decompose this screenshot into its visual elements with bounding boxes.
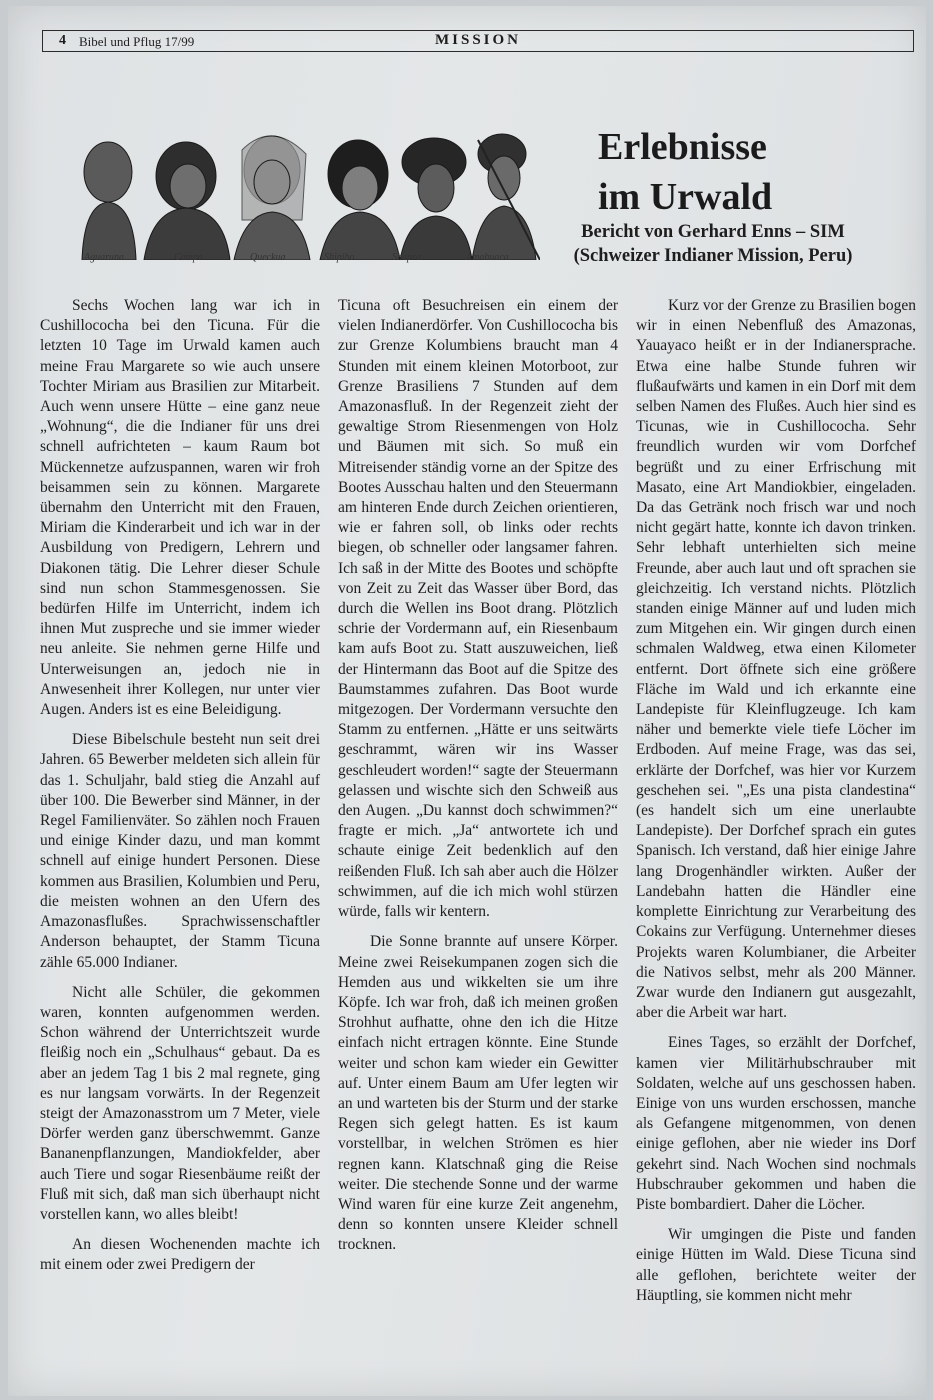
paragraph: Eines Tages, so erzählt der Dorfchef, kamen vier Militärhubschrauber mit Soldaten, welche auf uns geschossen haben. Einige von uns wurden erschossen, manche als Gefangene mitgenommen, von denen einige geflohen, aber nie wieder ins Dorf gekehrt sind. Nach Wochen sind nochmals Hubschrauber gekommen und haben die Piste bombardiert. Daher die Löcher. — [636, 1034, 916, 1213]
text-column-3 — [636, 296, 916, 1316]
paragraph: Nicht alle Schüler, die gekommen waren, konnten aufgenommen werden. Schon während der Unterrichtszeit wurde fleißig noch ein „Schulhaus“ gebaut. Da es aber an jedem Tag 1 bis 2 mal regnete, ging es nur langsam vorwärts. In der Regenzeit steigt der Amazonasstrom um 7 Meter, viele Dörfer werden ganz überschwemmt. Ganze Bananenpflanzungen, Mandiokfelder, aber auch Tiere und sogar Riesenbäume reißt der Fluß mit sich, daß man sich überhaupt nicht vorstellen kann, wo alles bleibt! — [40, 983, 320, 1223]
page-header — [42, 30, 914, 52]
caption-shapra: Shapra — [392, 252, 421, 263]
caption-shipibo: Shipibo — [324, 252, 355, 263]
caption-queckua: Queckua — [250, 252, 286, 263]
paragraph: Ticuna oft Besuchreisen ein einem der vielen Indianerdörfer. Von Cushillococha bis zur Grenze Kolumbiens braucht man 4 Stunden mit einem kleinen Motorboot, zur Grenze Brasiliens 7 Stunden auf dem Amazonasfluß. In der Regenzeit zieht der gewaltige Strom Riesenmengen von Holz und Bäumen mit sich. So muß ein Mitreisender ständig vorne an der Spitze des Bootes Ausschau halten und den Steuermann am hinteren Ende durch Zeichen orientieren, wie er fahren soll, ob links oder rechts biegen, ob schneller oder langsamer fahren. Ich saß in der Mitte des Bootes und schöpfte von Zeit zu Zeit das Wasser über Bord, das durch die Wellen ins Boot drang. Plötzlich schrie der Vordermann auf, ein Riesenbaum kam aufs Boot zu. Statt auszuweichen, ließ der Hintermann das Boot auf die Spitze des Baumstammes zufahren. Das Boot wurde mitgezogen. Der Vordermann versuchte den Stamm zu entfernen. „Hätte er uns seitwärts geschrammt, wären wir ins Wasser geschleudert worden!“ sagte der Steuermann gelassen und wischte sich den Schweiß aus den Augen. „Du kannst doch schwimmen?“ fragte er mich. „Ja“ antwortete ich und schaute einige Zeit bedenklich auf den reißenden Fluß. Ich sah aber auch die Hölzer schwimmen, auf die ich mich wohl stürzen würde, falls wir kentern. — [338, 297, 618, 921]
indigenous-portraits-illustration — [74, 110, 540, 260]
portrait-captions — [74, 252, 540, 268]
title-line-2: im Urwald — [598, 176, 773, 218]
article-subtitle — [548, 220, 878, 268]
paragraph: An diesen Wochenenden machte ich mit einem oder zwei Predigern der — [40, 1236, 320, 1274]
paragraph: Die Sonne brannte auf unsere Körper. Meine zwei Reisekumpanen zogen sich die Hemden aus und wikkelten sie um ihre Köpfe. Ich war froh, daß ich meinen großen Strohhut aufhatte, ohne den ich die Hitze einfach nicht ertragen könnte. Eine Stunde weiter und schon kam wieder ein Gewitter auf. Unter einem Baum am Ufer legten wir an und warteten bis der Sturm und der starke Regen sich gelegt hatten. Es ist kaum vorstellbar, in welchen Strömen es hier regnen kann. Klatschnaß ging die Reise weiter. Die stechende Sonne und der warme Wind waren für eine kurze Zeit angenehm, denn so konnten unsere Kleider schnell trocknen. — [338, 933, 618, 1254]
subtitle-line-2: (Schweizer Indianer Mission, Peru) — [573, 246, 853, 266]
caption-aguaruna: Aguaruna — [84, 252, 124, 263]
text-column-1 — [40, 296, 320, 1286]
caption-campa: Campa — [174, 252, 203, 263]
magazine-issue: Bibel und Pflug 17/99 — [79, 34, 195, 49]
paragraph: Sechs Wochen lang war ich in Cushillococha bei den Ticuna. Für die letzten 10 Tage im Urwald kamen auch meine Frau Margarete so wie auch unsere Tochter Miriam aus Brasilien zur Mitarbeit. Auch wenn unsere Hütte – eine ganz neue „Wohnung“, die die Indianer für uns drei schnell aufrichteten – kaum Raum bot Mückennetze aufzuspannen, waren wir froh beisammen sein zu können. Margarete übernahm den Unterricht mit den Frauen, Miriam die Kinderarbeit und ich war in der Ausbildung von Predigern, Lehrern und Diakonen tätig. Die Lehrer dieser Schule sind nun schon Stammesgenossen. Sie bedürfen Hilfe im Unterricht, indem ich ihnen Mut zuspreche und sie immer wieder neu anleite. Sie nehmen gerne Hilfe und Unterweisungen an, jedoch nie in Anwesenheit ihrer Kollegen, nur unter vier Augen. Anders ist es eine Beleidigung. — [40, 297, 320, 719]
section-title: MISSION — [434, 32, 522, 48]
paragraph: Kurz vor der Grenze zu Brasilien bogen wir in einen Nebenfluß des Amazonas, Yauayaco heißt er in der Indianersprache. Etwa eine halbe Stunde fuhren wir flußaufwärts und kamen in ein Dorf mit dem selben Namen des Flußes. Auch hier sind es Ticunas, wie in Cushillococha. Sehr freundlich wurden wir vom Dorfchef begrüßt und zu einer Erfrischung mit Masato, eine Art Mandiokbier, eingeladen. Da das Getränk noch frisch war und noch nicht gegärt hatte, konnte ich davon trinken. Sehr lebhaft unterhielten sich meine Freunde, aber auch laut und oft sprachen sie gleichzeitig. Ich verstand nichts. Plötzlich standen einige Männer auf und luden mich zum Mitgehen ein. Wir gingen durch einen schmalen Waldweg, etwa einen Kilometer entfernt. Dort öffnete sich eine größere Fläche im Wald und ich erkannte eine Landepiste für Kleinflugzeuge. Ich kam näher und bemerkte viele tiefe Löcher im Erdboden. Auf meine Frage, was das sei, erklärte der Dorfchef, was hier vor Kurzem geschehen sei. "„Es una pista clandestina“ (es handelt sich um eine unerlaubte Landepiste). Der Dorfchef sprach ein gutes Spanisch. Ich verstand, daß hier einige Jahre lang Drogenhändler wirkten. Außer der Landebahn hatten die Händler eine komplette Einrichtung zur Verarbeitung des Cokains zur Verfügung. Unternehmer dieses Projekts waren Kolumbianer, die Arbeiter die Nativos selbst, mehr als 200 Männer. Zwar wurde den Indianern gut ausgezahlt, aber die Arbeit war hart. — [636, 297, 916, 1022]
page-number: 4 — [59, 33, 66, 48]
paragraph: Wir umgingen die Piste und fanden einige Hütten im Wald. Diese Ticuna sind alle geflohen, berichtete weiter der Häuptling, sie kommen nicht mehr — [636, 1226, 916, 1304]
paragraph: Diese Bibelschule besteht nun seit drei Jahren. 65 Bewerber meldeten sich allein für das 1. Schuljahr, bald stieg die Anzahl auf über 100. Die Bewerber sind Männer, in der Regel Familienväter. So zählen noch Frauen und einige Kinder dazu, und man kommt schnell auf einige hundert Personen. Diese kommen aus Brasilien, Kolumbien und Peru, die meisten wohnen an den Ufern des Amazonasflußes. Sprachwissenschaftler Anderson behauptet, der Stamm Ticuna zähle 65.000 Indianer. — [40, 731, 320, 971]
title-line-1: Erlebnisse — [598, 126, 767, 168]
article-title — [598, 122, 828, 222]
subtitle-line-1: Bericht von Gerhard Enns – SIM — [581, 222, 845, 242]
magazine-page — [8, 6, 926, 1396]
text-column-2 — [338, 296, 618, 1266]
caption-amahuaca: Amahuaca — [466, 252, 509, 263]
